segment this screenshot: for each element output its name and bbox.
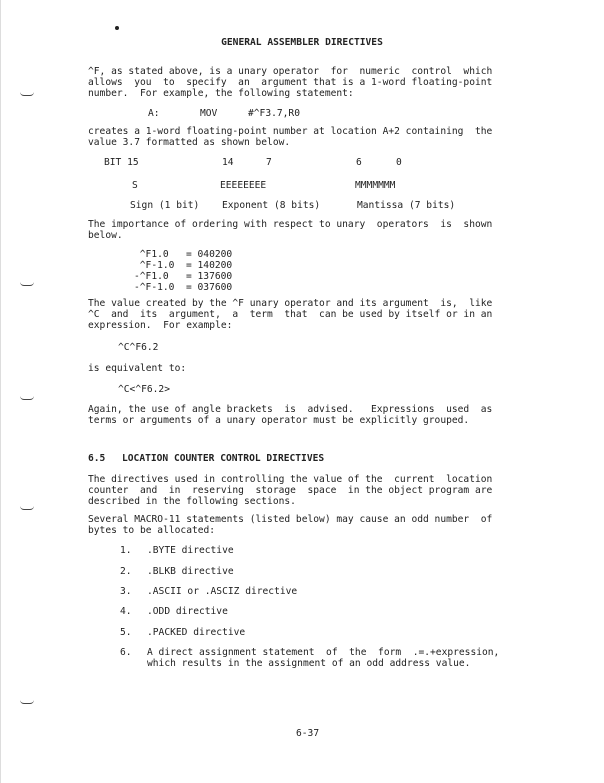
list-number: 2. [120, 566, 132, 577]
list-number: 5. [120, 627, 132, 638]
value-line: expression. For example: [88, 320, 233, 331]
sign-field: S [132, 180, 138, 191]
again-line: Again, the use of angle brackets is advised. Expressions used as [88, 404, 493, 415]
value-line: The value created by the ^F unary operator and its argument is, like [88, 298, 493, 309]
margin-mark [20, 92, 34, 96]
importance-paragraph [88, 219, 518, 241]
bit-15-label: BIT 15 [104, 157, 139, 168]
list-item-text: .ASCII or .ASCIZ directive [147, 586, 298, 597]
margin-mark [20, 506, 34, 510]
example-line: -^F1.0 = 137600 [134, 271, 233, 282]
list-number: 4. [120, 606, 132, 617]
statement-args: #^F3.7,R0 [248, 108, 300, 119]
directives-line: The directives used in controlling the value of the current location [88, 474, 493, 485]
again-line: terms or arguments of a unary operator must be explicitly grouped. [88, 415, 470, 426]
creates-line: creates a 1-word floating-point number at location A+2 containing the [88, 126, 493, 137]
mantissa-desc: Mantissa (7 bits) [357, 200, 456, 211]
example-line: -^F-1.0 = 037600 [134, 282, 233, 293]
example-line: ^F1.0 = 040200 [134, 249, 233, 260]
directives-line: counter and in reserving storage space in the object program are [88, 485, 493, 496]
bullet-dot [115, 26, 119, 30]
bit-7-label: 7 [266, 157, 272, 168]
list-number: 6. [120, 647, 132, 658]
intro-paragraph [88, 66, 518, 99]
page-number: 6-37 [296, 728, 320, 739]
section-title: LOCATION COUNTER CONTROL DIRECTIVES [122, 453, 325, 464]
value-line: ^C and its argument, a term that can be used by itself or in an [88, 309, 493, 320]
statement-label: A: [148, 108, 160, 119]
intro-line: allows you to specify an argument that is a 1-word floating-point [88, 77, 493, 88]
margin-mark [20, 396, 34, 400]
page-edge [0, 0, 1, 783]
mantissa-field: MMMMMMM [355, 180, 396, 191]
intro-line: ^F, as stated above, is a unary operator for numeric control which [88, 66, 493, 77]
directives-paragraph [88, 474, 518, 507]
bit-14-label: 14 [222, 157, 234, 168]
several-paragraph [88, 514, 518, 536]
example-cf: ^C^F6.2 [118, 342, 159, 353]
margin-mark [20, 282, 34, 286]
intro-line: number. For example, the following statement: [88, 88, 354, 99]
list-number: 3. [120, 586, 132, 597]
creates-paragraph [88, 126, 518, 148]
list-item-text-continued: which results in the assignment of an odd address value. [147, 658, 471, 669]
importance-line: below. [88, 230, 123, 241]
list-item-text: A direct assignment statement of the form .=.+expression, [147, 647, 500, 658]
importance-line: The importance of ordering with respect to unary operators is shown [88, 219, 493, 230]
section-number: 6.5 [88, 453, 106, 464]
margin-mark [20, 700, 34, 704]
bit-6-label: 6 [356, 157, 362, 168]
exponent-desc: Exponent (8 bits) [222, 200, 321, 211]
example-equiv: ^C<^F6.2> [118, 384, 170, 395]
example-line: ^F-1.0 = 140200 [134, 260, 233, 271]
value-paragraph [88, 298, 518, 331]
creates-line: value 3.7 formatted as shown below. [88, 137, 291, 148]
list-item-text: .BLKB directive [147, 566, 234, 577]
statement-op: MOV [200, 108, 218, 119]
page-title: GENERAL ASSEMBLER DIRECTIVES [221, 37, 383, 48]
list-item-text: .PACKED directive [147, 627, 246, 638]
exponent-field: EEEEEEEE [220, 180, 267, 191]
again-paragraph [88, 404, 518, 426]
equivalent-text: is equivalent to: [88, 363, 187, 374]
several-line: Several MACRO-11 statements (listed below) may cause an odd number of [88, 514, 493, 525]
list-item-text: .BYTE directive [147, 545, 234, 556]
several-line: bytes to be allocated: [88, 525, 216, 536]
list-item-text: .ODD directive [147, 606, 228, 617]
sign-desc: Sign (1 bit) [130, 200, 200, 211]
example-list [134, 249, 232, 293]
directives-line: described in the following sections. [88, 496, 296, 507]
list-number: 1. [120, 545, 132, 556]
bit-0-label: 0 [396, 157, 402, 168]
